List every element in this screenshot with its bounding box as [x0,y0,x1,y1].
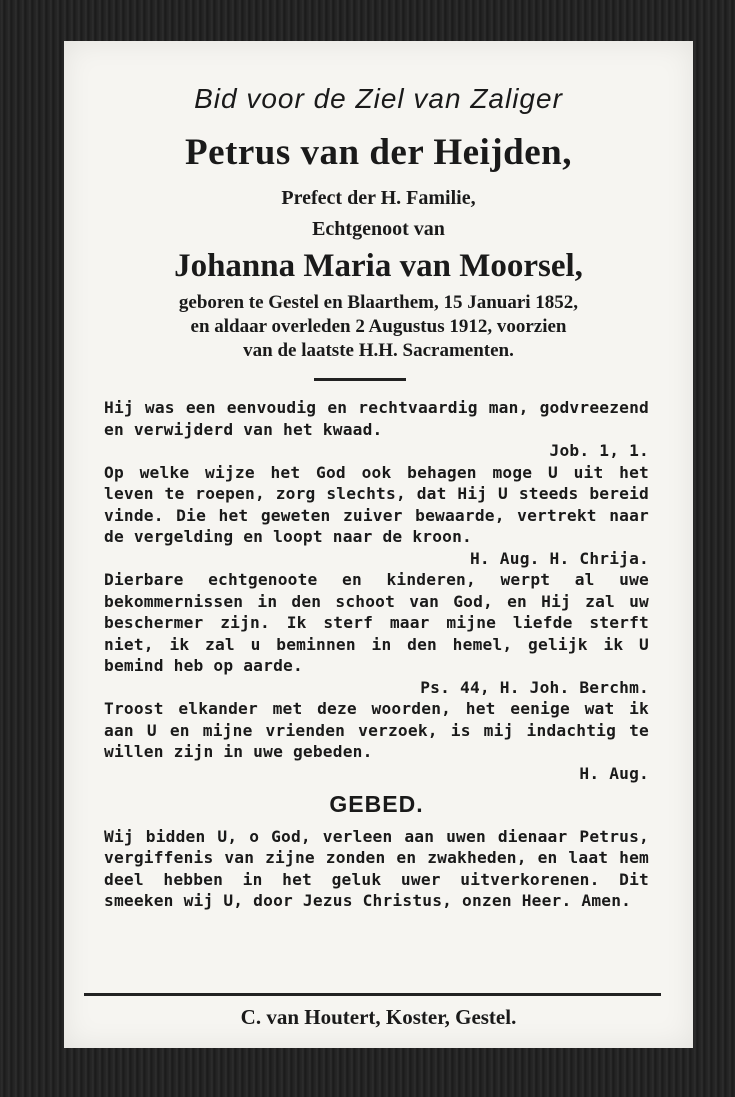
memorial-card [64,41,693,1048]
sacraments-line: van de laatste H.H. Sacramenten. [243,340,514,361]
quote-source: Ps. 44, H. Joh. Berchm. [420,677,649,697]
quote-text: Hij was een eenvoudig en rechtvaardig man, godvreezend en verwijderd van het kwaad. [104,398,649,439]
prayer-text: Wij bidden U, o God, verleen aan uwen dienaar Petrus, vergiffenis van zijne zonden en zwakheden, en laat hem deel hebben in het geluk uwer uitverkorenen. Dit smeeken wij U, door Jezus Christus, onzen Heer. Amen. [104,826,649,910]
deceased-title: Prefect der H. Familie, [281,187,476,209]
deceased-name: Petrus van der Heijden, [185,132,572,173]
quote-source: Job. 1, 1. [549,441,649,460]
quote-text: Op welke wijze het God ook behagen moge U uit het leven te roepen, zorg slechts, dat Hij U steeds bereid vinde. Die het geweten zuiver bewaarde, vertrekt naar de vergelding en loopt naar de kroon. [104,462,649,546]
quote-text: Troost elkander met deze woorden, het eenige wat ik aan U en mijne vrienden verzoek, is mij indachtig te willen zijn in uwe gebeden. [104,699,649,761]
birth-death-details [94,291,663,363]
quote-text: Dierbare echtgenoote en kinderen, werpt al uwe bekommernissen in den schoot van God, en Hij zal uw beschermer zijn. Ik sterf maar mijne liefde sterft niet, ik zal u beminnen in den hemel, gelijk ik U bemind heb op aarde. [104,570,649,675]
prayer-title: GEBED. [329,791,424,817]
card-heading: Bid voor de Ziel van Zaliger [194,83,563,114]
divider-long [84,993,661,996]
spouse-intro: Echtgenoot van [312,218,445,240]
spouse-name: Johanna Maria van Moorsel, [174,248,583,284]
death-line: en aldaar overleden 2 Augustus 1912, voorzien [190,316,567,337]
divider-short [314,378,406,381]
quote-source: H. Aug. [579,763,649,783]
card-body [104,397,649,912]
quote-source: H. Aug. H. Chrija. [469,548,649,568]
printer-credit: C. van Houtert, Koster, Gestel. [240,1005,517,1029]
birth-line: geboren te Gestel en Blaarthem, 15 Januari 1852, [178,292,579,313]
